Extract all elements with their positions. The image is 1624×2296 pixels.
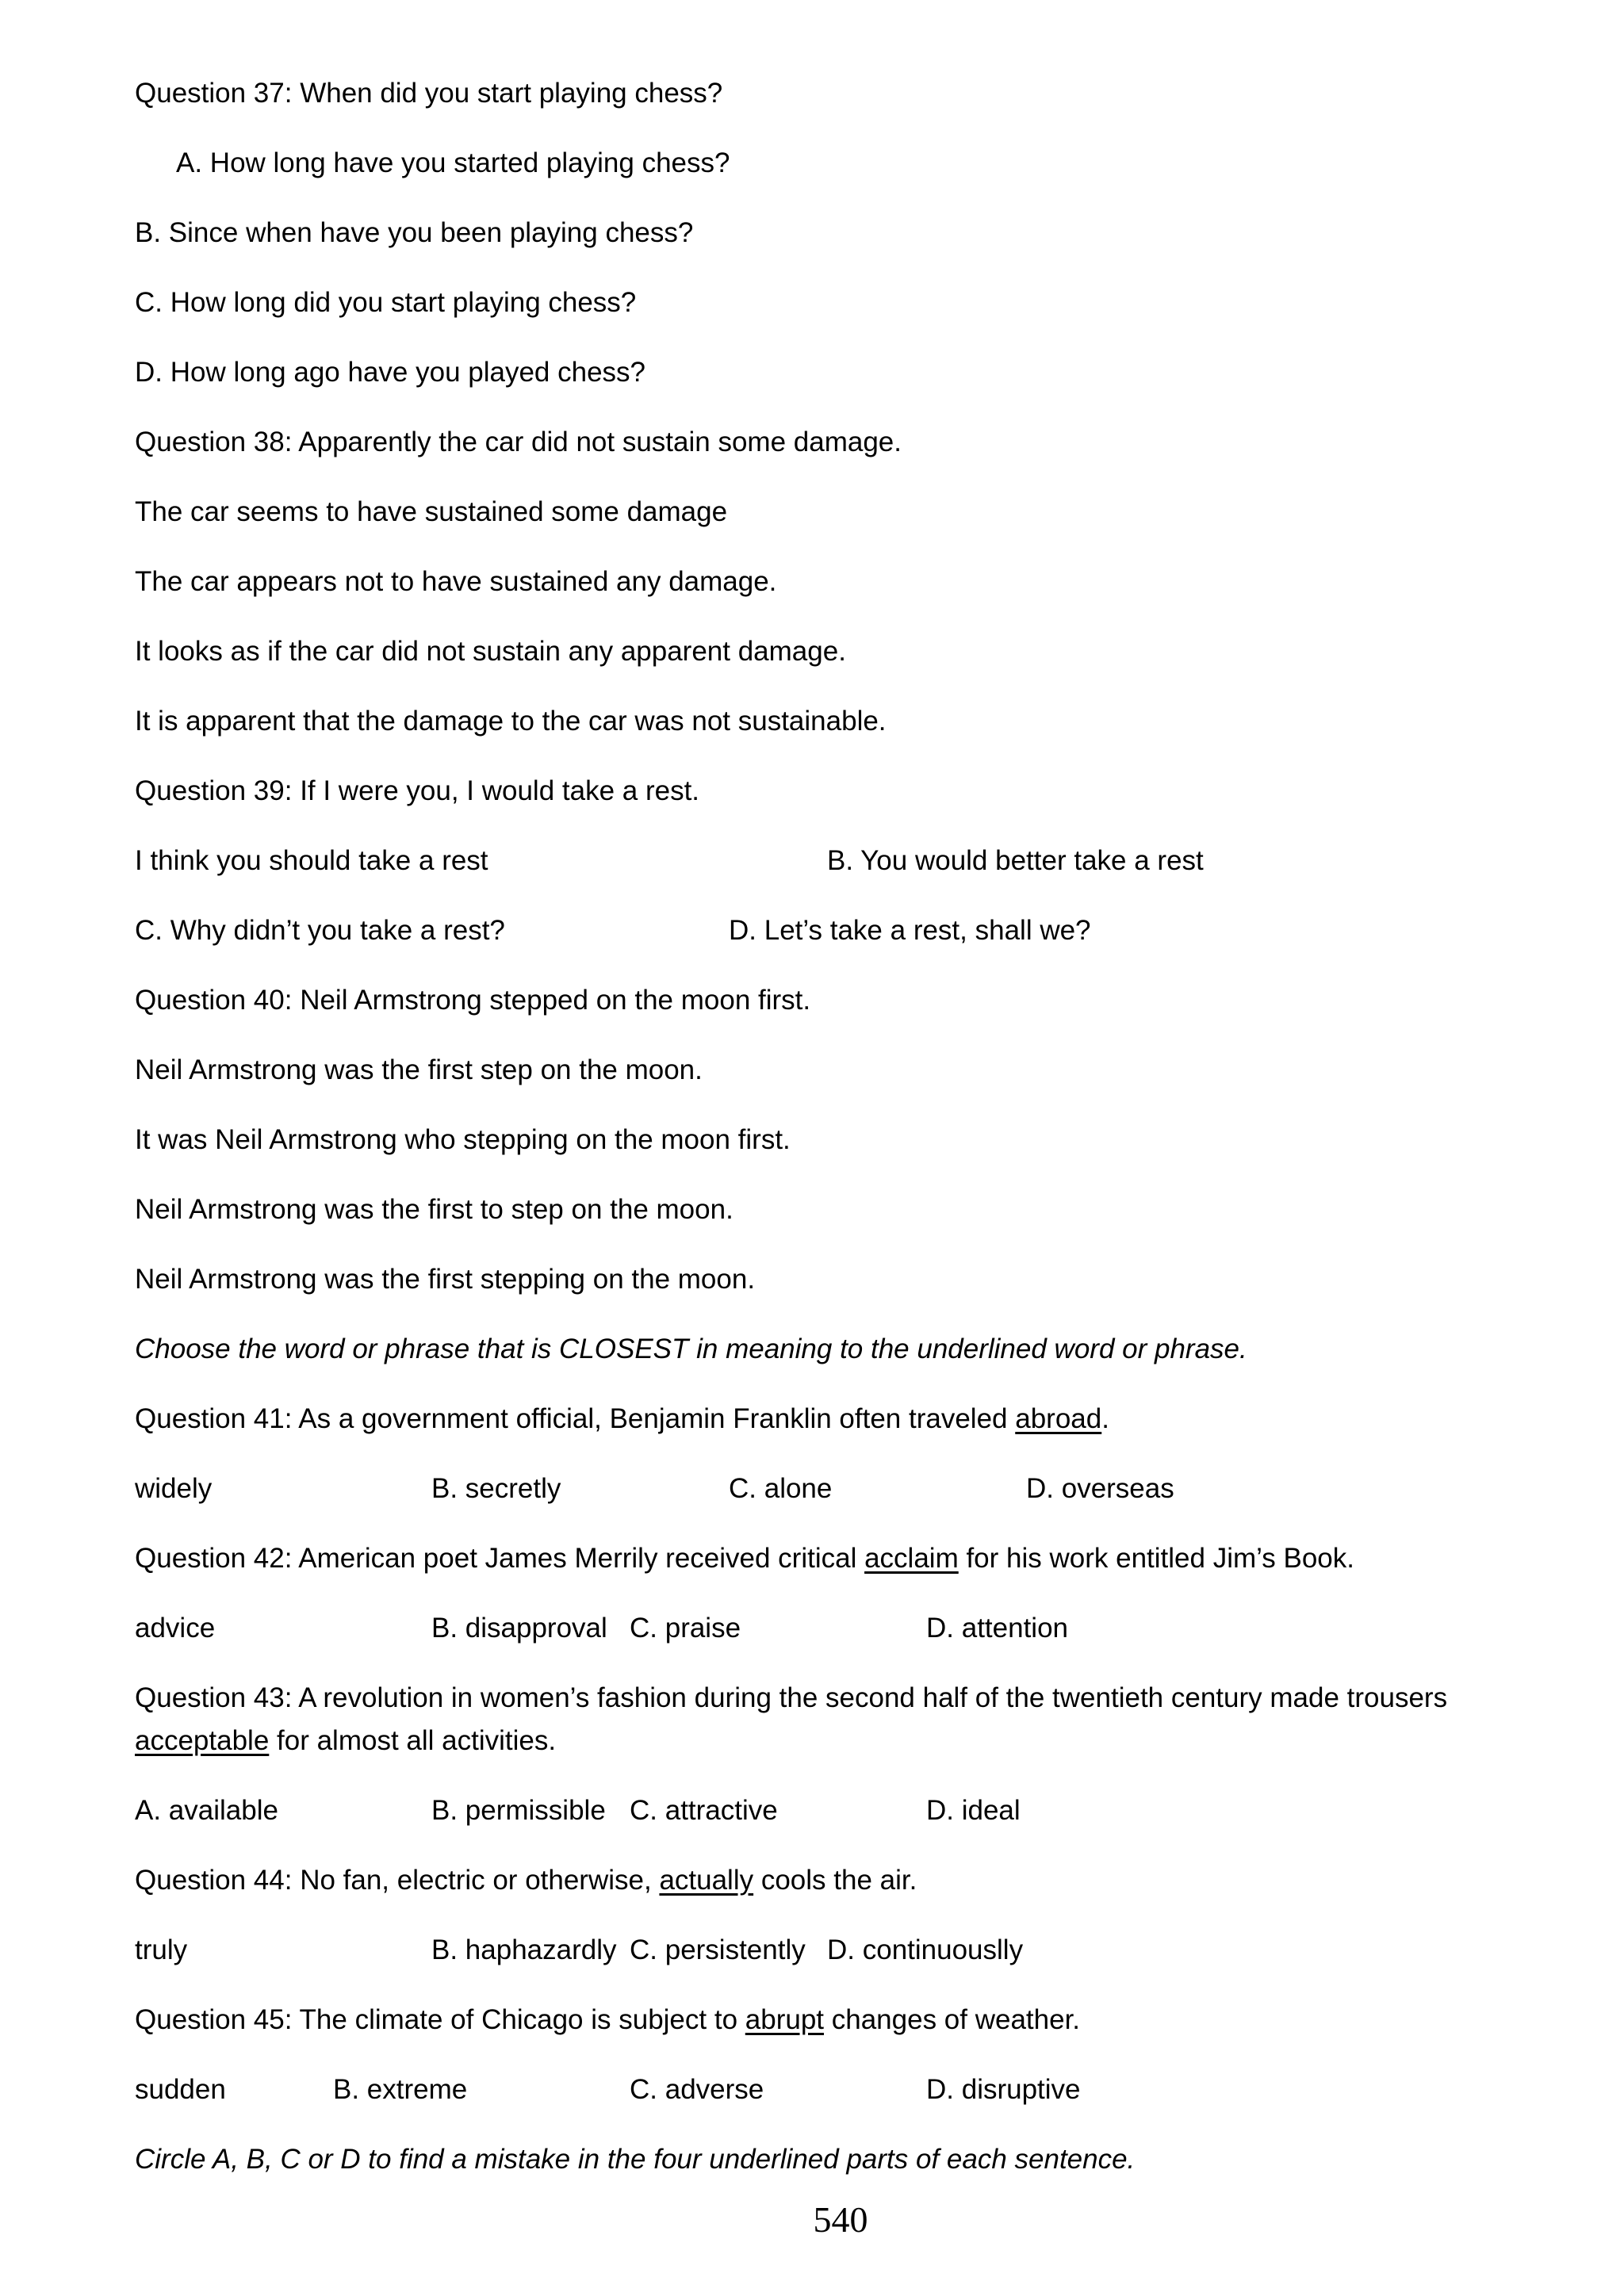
q39-option-a: I think you should take a rest xyxy=(135,845,488,876)
q38-option-b: The car appears not to have sustained any damage. xyxy=(135,566,777,597)
q38-option-d: It is apparent that the damage to the car was not sustainable. xyxy=(135,706,887,737)
question-38: Question 38: Apparently the car did not sustain some damage. xyxy=(135,427,902,457)
q41-option-a: widely xyxy=(135,1473,213,1504)
q37-option-a: A. How long have you started playing chess? xyxy=(176,147,730,178)
question-37: Question 37: When did you start playing chess? xyxy=(135,78,723,109)
q43-option-d: D. ideal xyxy=(926,1795,1021,1826)
q43-option-b: B. permissible xyxy=(431,1795,606,1826)
q41-underlined-word: abroad xyxy=(1015,1403,1102,1434)
q40-option-a: Neil Armstrong was the first step on the moon. xyxy=(135,1054,703,1085)
q41-option-b: B. secretly xyxy=(431,1473,561,1504)
question-42: Question 42: American poet James Merrily received critical acclaim for his work entitled Jim’s Book. xyxy=(135,1543,1354,1574)
q42-option-d: D. attention xyxy=(926,1613,1068,1644)
q43-option-a: A. available xyxy=(135,1795,278,1826)
q45-option-a: sudden xyxy=(135,2074,226,2105)
q38-option-c: It looks as if the car did not sustain any apparent damage. xyxy=(135,636,846,667)
q40-option-d: Neil Armstrong was the first stepping on the moon. xyxy=(135,1264,756,1295)
question-44: Question 44: No fan, electric or otherwise, actually cools the air. xyxy=(135,1865,917,1896)
question-45: Question 45: The climate of Chicago is subject to abrupt changes of weather. xyxy=(135,2004,1081,2035)
q39-option-b: B. You would better take a rest xyxy=(827,845,1204,876)
q45-option-d: D. disruptive xyxy=(926,2074,1081,2105)
q39-option-d: D. Let’s take a rest, shall we? xyxy=(729,915,1091,946)
instruction-find-mistake: Circle A, B, C or D to find a mistake in the four underlined parts of each sentence. xyxy=(135,2144,1136,2175)
q42-option-c: C. praise xyxy=(630,1613,741,1644)
q42-option-a: advice xyxy=(135,1613,216,1644)
question-43: Question 43: A revolution in women’s fashion during the second half of the twentieth century made trousers acceptable for almost all activities. xyxy=(135,1682,1448,1756)
q39-option-c: C. Why didn’t you take a rest? xyxy=(135,915,505,946)
q43-option-c: C. attractive xyxy=(630,1795,778,1826)
question-39: Question 39: If I were you, I would take a rest. xyxy=(135,775,700,806)
q37-option-d: D. How long ago have you played chess? xyxy=(135,357,646,388)
question-41: Question 41: As a government official, Benjamin Franklin often traveled abroad. xyxy=(135,1403,1109,1434)
q44-option-c: C. persistently xyxy=(630,1934,806,1965)
q37-option-c: C. How long did you start playing chess? xyxy=(135,287,637,318)
q44-option-a: truly xyxy=(135,1934,188,1965)
page-number: 540 xyxy=(813,2199,868,2240)
q45-option-c: C. adverse xyxy=(630,2074,764,2105)
q37-option-b: B. Since when have you been playing chess? xyxy=(135,217,694,248)
q38-option-a: The car seems to have sustained some damage xyxy=(135,496,728,527)
q40-option-c: Neil Armstrong was the first to step on the moon. xyxy=(135,1194,733,1225)
q42-option-b: B. disapproval xyxy=(431,1613,607,1644)
q44-option-b: B. haphazardly xyxy=(431,1934,617,1965)
q45-underlined-word: abrupt xyxy=(745,2004,825,2035)
q40-option-b: It was Neil Armstrong who stepping on the moon first. xyxy=(135,1124,791,1155)
question-40: Question 40: Neil Armstrong stepped on the moon first. xyxy=(135,985,811,1016)
q43-underlined-word: acceptable xyxy=(135,1725,270,1756)
q42-underlined-word: acclaim xyxy=(864,1543,959,1574)
q44-option-d: D. continuouslly xyxy=(827,1934,1024,1965)
q41-option-d: D. overseas xyxy=(1026,1473,1174,1504)
q45-option-b: B. extreme xyxy=(333,2074,468,2105)
instruction-closest-meaning: Choose the word or phrase that is CLOSEST in meaning to the underlined word or phrase. xyxy=(135,1334,1247,1364)
q41-option-c: C. alone xyxy=(729,1473,833,1504)
q44-underlined-word: actually xyxy=(659,1865,754,1896)
